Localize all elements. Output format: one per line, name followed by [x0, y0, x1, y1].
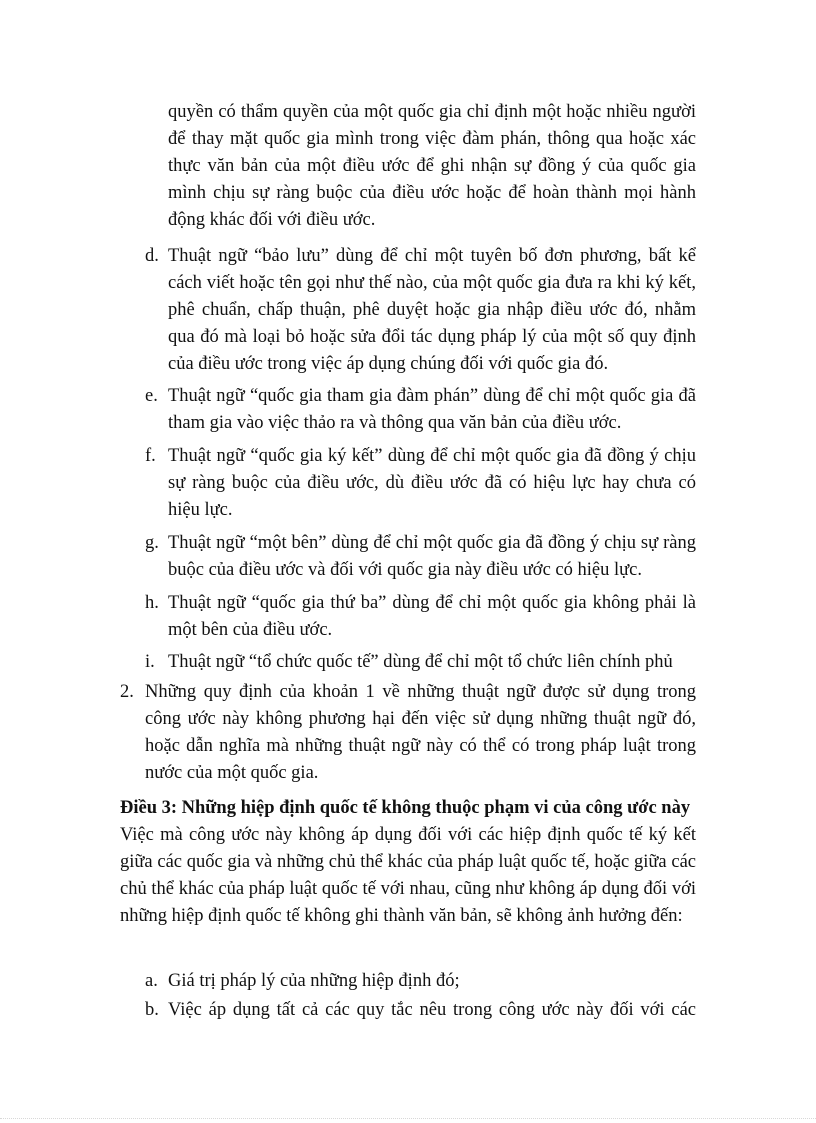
list-item-text: Thuật ngữ “quốc gia ký kết” dùng để chỉ một quốc gia đã đồng ý chịu sự ràng buộc của điều ước, dù điều ước đã có hiệu lực hay chưa có hiệu lực. — [168, 446, 696, 520]
list-item-text: Thuật ngữ “quốc gia tham gia đàm phán” dùng để chỉ một quốc gia đã tham gia vào việc thảo ra và thông qua văn bản của điều ước. — [168, 386, 696, 433]
list-marker: h. — [145, 593, 159, 613]
list-marker: d. — [145, 246, 159, 266]
article-heading: Điều 3: Những hiệp định quốc tế không thuộc phạm vi của công ước này — [120, 798, 691, 818]
list-item-e — [145, 383, 696, 437]
list-marker: 2. — [120, 682, 134, 702]
list-marker: e. — [145, 386, 158, 406]
list-item-g — [145, 530, 696, 584]
list-marker: g. — [145, 533, 159, 553]
list-item-text: Thuật ngữ “một bên” dùng để chỉ một quốc gia đã đồng ý chịu sự ràng buộc của điều ước và đối với quốc gia này điều ước có hiệu lực. — [168, 533, 696, 580]
list-marker: i. — [145, 652, 155, 672]
list-item-i — [145, 649, 696, 676]
list-marker: b. — [145, 1000, 159, 1020]
list-marker: f. — [145, 446, 156, 466]
list-item-f — [145, 443, 696, 524]
list-item-h — [145, 590, 696, 644]
list-item-text: Thuật ngữ “quốc gia thứ ba” dùng để chỉ một quốc gia không phải là một bên của điều ước. — [168, 593, 696, 640]
list-item-text: Những quy định của khoản 1 về những thuật ngữ được sử dụng trong công ước này không phương hại đến việc sử dụng những thuật ngữ đó, hoặc dẫn nghĩa mà những thuật ngữ này có thể có trong pháp luật trong nước của một quốc gia. — [145, 682, 696, 783]
page-bottom-divider — [0, 1118, 816, 1119]
list-item-d — [145, 243, 696, 378]
list-item-text: Giá trị pháp lý của những hiệp định đó; — [168, 971, 460, 991]
numbered-item-2 — [120, 679, 696, 787]
list-marker: a. — [145, 971, 158, 991]
article-paragraph: Việc mà công ước này không áp dụng đối với các hiệp định quốc tế ký kết giữa các quốc gia và những chủ thể khác của pháp luật quốc tế, hoặc giữa các chủ thể khác của pháp luật quốc tế với nhau, cũng như không áp dụng đối với những hiệp định quốc tế không ghi thành văn bản, sẽ không ảnh hưởng đến: — [120, 825, 696, 926]
article-item-a — [145, 968, 696, 995]
list-item-text: Việc áp dụng tất cả các quy tắc nêu trong công ước này đối với các — [168, 1000, 696, 1020]
list-item-text: Thuật ngữ “tổ chức quốc tế” dùng để chỉ một tổ chức liên chính phủ — [168, 652, 673, 672]
continuation-paragraph: quyền có thẩm quyền của một quốc gia chỉ định một hoặc nhiều người để thay mặt quốc gia mình trong việc đàm phán, thông qua hoặc xác thực văn bản của một điều ước để ghi nhận sự đồng ý của quốc gia mình chịu sự ràng buộc của điều ước hoặc để hoàn thành mọi hành động khác đối với điều ước. — [168, 102, 696, 230]
list-item-text: Thuật ngữ “bảo lưu” dùng để chỉ một tuyên bố đơn phương, bất kể cách viết hoặc tên gọi như thế nào, của một quốc gia đưa ra khi ký kết, phê chuẩn, chấp thuận, phê duyệt hoặc gia nhập điều ước đó, nhằm qua đó mà loại bỏ hoặc sửa đổi tác dụng pháp lý của một số quy định của điều ước trong việc áp dụng chúng đối với quốc gia đó. — [168, 246, 696, 374]
article-item-b — [145, 997, 696, 1024]
